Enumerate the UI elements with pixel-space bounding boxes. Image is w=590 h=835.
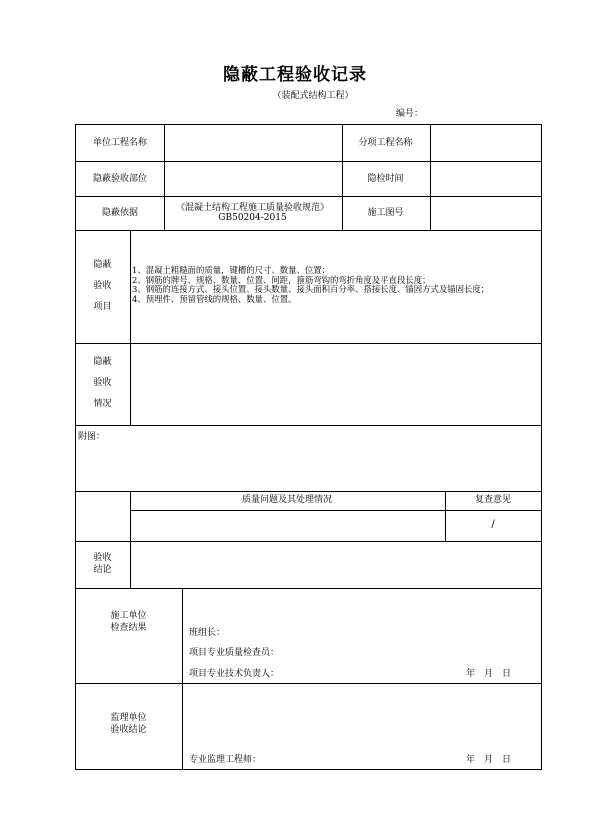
label-line: 监理单位: [110, 713, 147, 723]
technical-lead-label: 项目专业技术负责人：: [189, 669, 280, 679]
form-subtitle: （装配式结构工程）: [272, 91, 354, 101]
quality-issues-value[interactable]: [130, 510, 444, 540]
row-divider: [76, 588, 541, 589]
list-item: 1、混凝土粗糙面的质量，键槽的尺寸、数量、位置；: [132, 265, 330, 275]
unit-project-label: 单位工程名称: [92, 138, 147, 148]
basis-value: [164, 196, 341, 230]
inspection-time-value[interactable]: [430, 161, 541, 196]
recheck-opinion-value: /: [491, 519, 495, 530]
inspection-time-label: 隐检时间: [367, 173, 404, 184]
concealed-status-label: [76, 343, 129, 424]
sub-project-label: 分项工程名称: [358, 138, 413, 148]
supervising-engineer-label: 专业监理工程师：: [189, 755, 262, 765]
basis-value-line: 《混凝土结构工程施工质量验收规范》: [175, 203, 329, 213]
basis-label: 隐蔽依据: [101, 208, 138, 218]
form-title: 隐蔽工程验收记录: [223, 65, 367, 85]
conclusion-label: [76, 541, 129, 587]
label-line: 验收结论: [110, 725, 147, 735]
document-number-label: 编号：: [396, 109, 424, 119]
team-leader-label: 班组长：: [189, 628, 226, 638]
contractor-check-label: [76, 610, 181, 650]
label-line: 验收: [93, 378, 112, 388]
label-line: 检查结果: [110, 623, 147, 633]
supervisor-date: 年 月 日: [466, 755, 512, 765]
row-divider: [76, 425, 541, 426]
label-line: 隐蔽: [93, 260, 112, 270]
list-item: 4、预埋件、预留管线的规格、数量、位置。: [132, 293, 297, 304]
drawing-number-label: 施工图号: [367, 208, 404, 218]
quality-inspector-label: 项目专业质量检查员：: [189, 648, 280, 658]
drawing-number-value[interactable]: [430, 196, 541, 230]
column-divider: [182, 588, 183, 769]
attachment-area[interactable]: [76, 443, 541, 489]
basis-value-line: GB50204-2015: [218, 213, 287, 223]
row-divider: [76, 230, 541, 231]
list-item: 3、钢筋的连接方式、接头位置、接头数量、接头面积百分率、搭接长度、锚固方式及锚固长度；: [132, 284, 490, 295]
concealed-items-list: [132, 266, 537, 304]
attachment-label: 附图：: [78, 432, 106, 442]
list-item: 2、钢筋的牌号、规格、数量、位置、间距，箍筋弯钩的弯折角度及平直段长度；: [132, 274, 431, 285]
sub-project-value[interactable]: [430, 125, 541, 161]
contractor-date: 年 月 日: [466, 669, 512, 679]
concealed-status-value[interactable]: [130, 343, 541, 424]
label-line: 施工单位: [110, 611, 147, 621]
conclusion-value[interactable]: [130, 541, 541, 587]
concealed-items-label: [76, 230, 129, 343]
label-line: 隐蔽: [93, 357, 112, 367]
label-line: 结论: [93, 565, 112, 575]
supervisor-conclusion-label: [76, 712, 181, 742]
quality-issues-header: 质量问题及其处理情况: [241, 494, 332, 505]
label-line: 情况: [93, 399, 112, 409]
concealed-part-value[interactable]: [164, 161, 341, 196]
row-divider: [76, 683, 541, 684]
label-line: 验收: [93, 281, 112, 291]
label-line: 验收: [93, 553, 112, 563]
recheck-opinion-header: 复查意见: [474, 494, 511, 505]
label-line: 项目: [93, 302, 112, 312]
concealed-part-label: 隐蔽验收部位: [92, 173, 147, 184]
unit-project-value[interactable]: [164, 125, 341, 161]
